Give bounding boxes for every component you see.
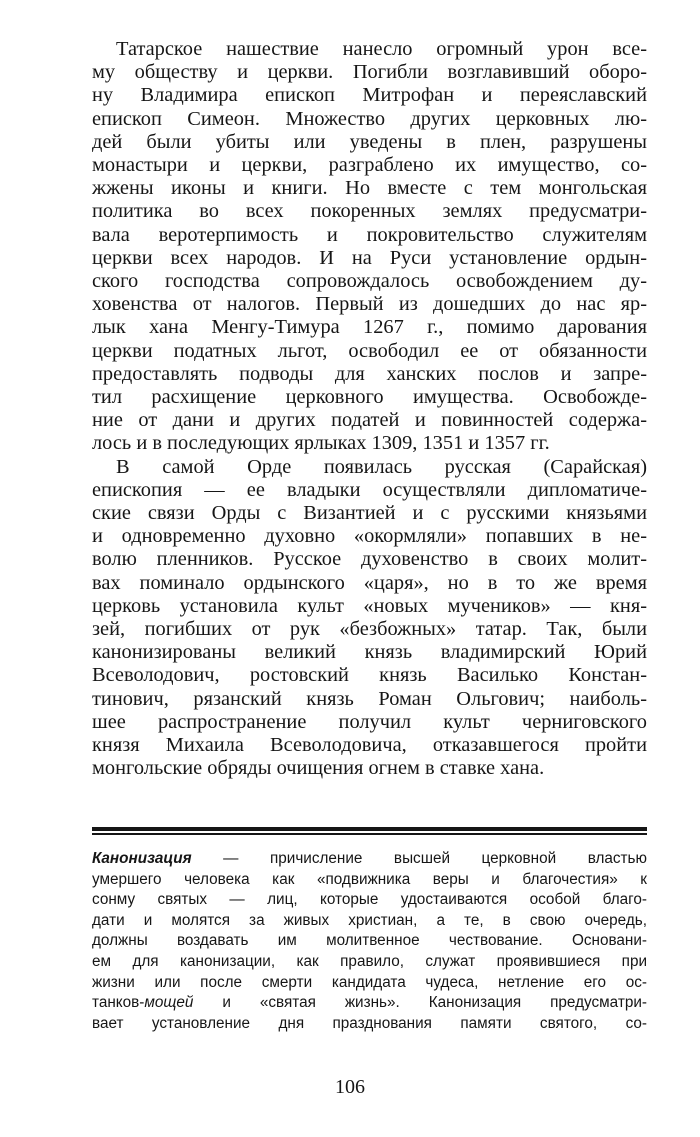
definition-line: жизни или после смерти кандидата чудеса, нетление его ос- [92,973,647,991]
text-line: епископия — ее владыки осуществляли дипломатиче- [92,478,647,501]
text-line: политика во всех покоренных землях предусматри- [92,200,647,223]
text-line: тинович, рязанский князь Роман Ольгович; наиболь- [92,687,647,710]
text-line: лык хана Менгу-Тимура 1267 г., помимо дарования [92,316,647,339]
text-line: церкви всех народов. И на Руси установление ордын- [92,246,647,269]
text-line: зей, погибших от рук «безбожных» татар. Так, были [92,618,647,641]
page-number: 106 [335,1076,365,1098]
definition-line: сонму святых — лиц, которые удостаиваются особой благо- [92,891,647,909]
definition-term: Канонизация [92,850,192,867]
text-line: лось и в последующих ярлыках 1309, 1351 и 1357 гг. [92,432,550,455]
definition-line: дати и молятся за живых христиан, а те, в свою очередь, [92,911,647,929]
definition-line-rest: — причисление высшей церковной властью [191,850,647,867]
text-line: тил расхищение церковного имущества. Освобожде- [92,386,647,409]
text-line: вала веротерпимость и покровительство служителям [92,223,647,246]
text-line: шее распространение получил культ черниговского [92,710,647,733]
definition-line [92,993,647,1014]
text-line: монгольские обряды очищения огнем в ставке хана. [92,757,545,780]
text-line: церкви податных льгот, освободил ее от обязанности [92,339,647,362]
definition-line: вает установление дня празднования памяти святого, со- [92,1014,647,1032]
definition-line: умершего человека как «подвижника веры и благочестия» к [92,870,647,888]
text-line: церковь установила культ «новых мучеников» — кня- [92,594,647,617]
text-line: предоставлять подводы для ханских послов и запре- [92,362,647,385]
definition-italic-word: мощей [144,994,194,1012]
definition-line: ем для канонизации, как правило, служат проявившиеся при [92,952,647,970]
text-line: ховенства от налогов. Первый из дошедших до нас яр- [92,293,647,316]
text-line: волю пленников. Русское духовенство в своих молит- [92,548,647,571]
text-line: и одновременно духовно «окормляли» попавших в не- [92,525,647,548]
definition-segment: и «святая жизнь». Канонизация предусматри- [193,994,647,1012]
text-line: Всеволодович, ростовский князь Василько Констан- [92,664,647,687]
definition-line [92,849,647,870]
text-line: ние от дани и других податей и повинностей содержа- [92,409,647,432]
text-line: канонизированы великий князь владимирский Юрий [92,641,647,664]
text-line: князя Михаила Всеволодовича, отказавшегося пройти [92,734,647,757]
definition-segment: танков- [92,994,145,1012]
text-line: В самой Орде появилась русская (Сарайская) [116,455,647,478]
text-line: жжены иконы и книги. Но вместе с тем монгольская [92,177,647,200]
paragraph-1 [92,38,647,456]
definition-line: должны воздавать им молитвенное чествование. Основани- [92,932,647,950]
text-line: епископ Симеон. Множество других церковных лю- [92,107,647,130]
text-line: монастыри и церкви, разграблено их имущество, со- [92,154,647,177]
main-text [92,38,647,781]
text-line: вах поминало ордынского «царя», но в то же время [92,571,647,594]
definition-text [92,849,647,1034]
section-divider [92,827,647,835]
text-line: му обществу и церкви. Погибли возглавивший оборо- [92,61,647,84]
definition-box [92,849,647,1034]
text-line: ские связи Орды с Византией и с русскими князьями [92,502,647,525]
text-line: ну Владимира епископ Митрофан и переяславский [92,84,647,107]
paragraph-2 [92,456,647,781]
text-line: дей были убиты или уведены в плен, разрушены [92,130,647,153]
text-line: Татарское нашествие нанесло огромный урон все- [116,38,647,60]
divider-thin-line [92,833,647,835]
text-line: ского господства сопровождалось освобождением ду- [92,270,647,293]
